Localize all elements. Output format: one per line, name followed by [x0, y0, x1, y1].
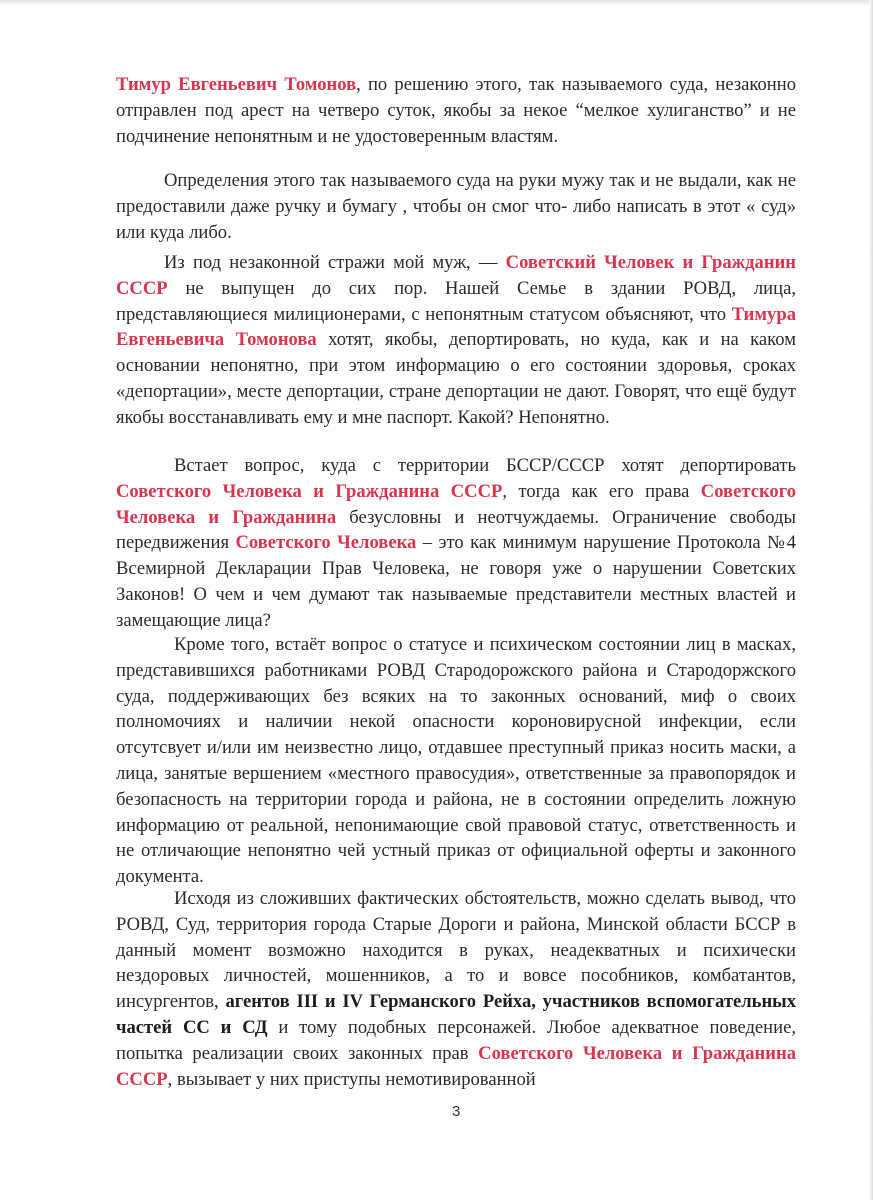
paragraph-1: [116, 72, 796, 149]
highlighted-text: Советского Человека и Гражданина СССР: [116, 1042, 796, 1090]
text-run: Исходя из сложивших фактических обстоятельств, можно сделать вывод, что РОВД, Суд, территория города Старые Дороги и района, Минской области БССР в данный момент возможно находится в руках, неадекватных и психически нездоровых личностей, мошенников, а то и вовсе пособников, комбатантов, инсургентов,: [116, 888, 796, 1013]
paragraph-2: [116, 168, 796, 245]
text-run: Определения этого так называемого суда на руки мужу так и не выдали, как не предоставили даже ручку и бумагу , чтобы он смог что- либо написать в этот « суд» или куда либо.: [116, 170, 796, 243]
text-run: – это как минимум нарушение Протокола №4 Всемирной Декларации Прав Человека, не говоря уже о нарушении Советских Законов! О чем и чем думают так называемые представители местных властей и замещающие лица?: [116, 532, 796, 631]
highlighted-text: Советский Человек и Гражданин СССР: [116, 252, 796, 299]
highlighted-text: Советского Человека и Гражданина СССР: [116, 480, 503, 502]
text-run: не выпущен до сих пор. Нашей Семье в здании РОВД, лица, представляющиеся милиционерами, с непонятным статусом объясняют, что: [116, 277, 796, 325]
page-number: 3: [452, 1103, 461, 1120]
scan-edge-top: [0, 0, 873, 6]
text-run: Кроме того, встаёт вопрос о статусе и психическом состоянии лиц в масках, представившихся работниками РОВД Стародорожского района и Стародоржского суда, поддерживающих без всяких на то законных оснований, миф о своих полномочиях и наличии некой опасности короновирусной инфекции, если отсутсвует и/или им неизвестно лицо, отдавшее преступный приказ носить маски, а лица, занятые вершением «местного правосудия», ответственные за правопорядок и безопасность на территории города и района, не в состоянии определить ложную информацию от реальной, непонимающие свой правовой статус, ответственность и не отличающие непонятно чей устный приказ от официальной оферты и законного документа.: [116, 634, 796, 888]
highlighted-text: Советского Человека: [235, 532, 417, 554]
paragraph-6: [116, 886, 796, 1092]
highlighted-text: Тимура Евгеньевича Томонова: [116, 303, 796, 351]
text-run: хотят, якобы, депортировать, но куда, как и на каком основании непонятно, при этом информацию о его состоянии здоровья, сроках «депортации», месте депортации, стране депортации не дают. Говорят, что ещё будут якобы восстанавливать ему и мне паспорт. Какой? Непонятно.: [116, 329, 796, 428]
text-run: , по решению этого, так называемого суда, незаконно отправлен под арест на четверо суток, якобы за некое “мелкое хулиганство” и не подчинение непонятным и не удостоверенным властям.: [116, 74, 797, 147]
text-run: и тому подобных персонажей. Любое адекватное поведение, попытка реализации своих законных прав: [116, 1016, 796, 1064]
paragraph-5: [116, 632, 796, 890]
paragraph-3: [116, 250, 796, 431]
text-run: , тогда как его права: [502, 480, 701, 502]
scan-edge-right: [869, 0, 873, 1200]
paragraph-4: [116, 453, 796, 634]
highlighted-text: Советского Человека и Гражданина: [116, 480, 796, 528]
text-run: безусловны и неотчуждаемы. Ограничение свободы передвижения: [116, 506, 796, 554]
bold-text: агентов III и IV Германского Рейха, участников вспомогательных частей СС и СД: [116, 991, 796, 1038]
text-run: Из под незаконной стражи мой муж, —: [164, 252, 506, 273]
text-run: Встает вопрос, куда с территории БССР/СССР хотят депортировать: [174, 455, 796, 476]
text-run: , вызывает у них приступы немотивированной: [167, 1068, 536, 1090]
highlighted-text: Тимур Евгеньевич Томонов: [116, 74, 357, 95]
